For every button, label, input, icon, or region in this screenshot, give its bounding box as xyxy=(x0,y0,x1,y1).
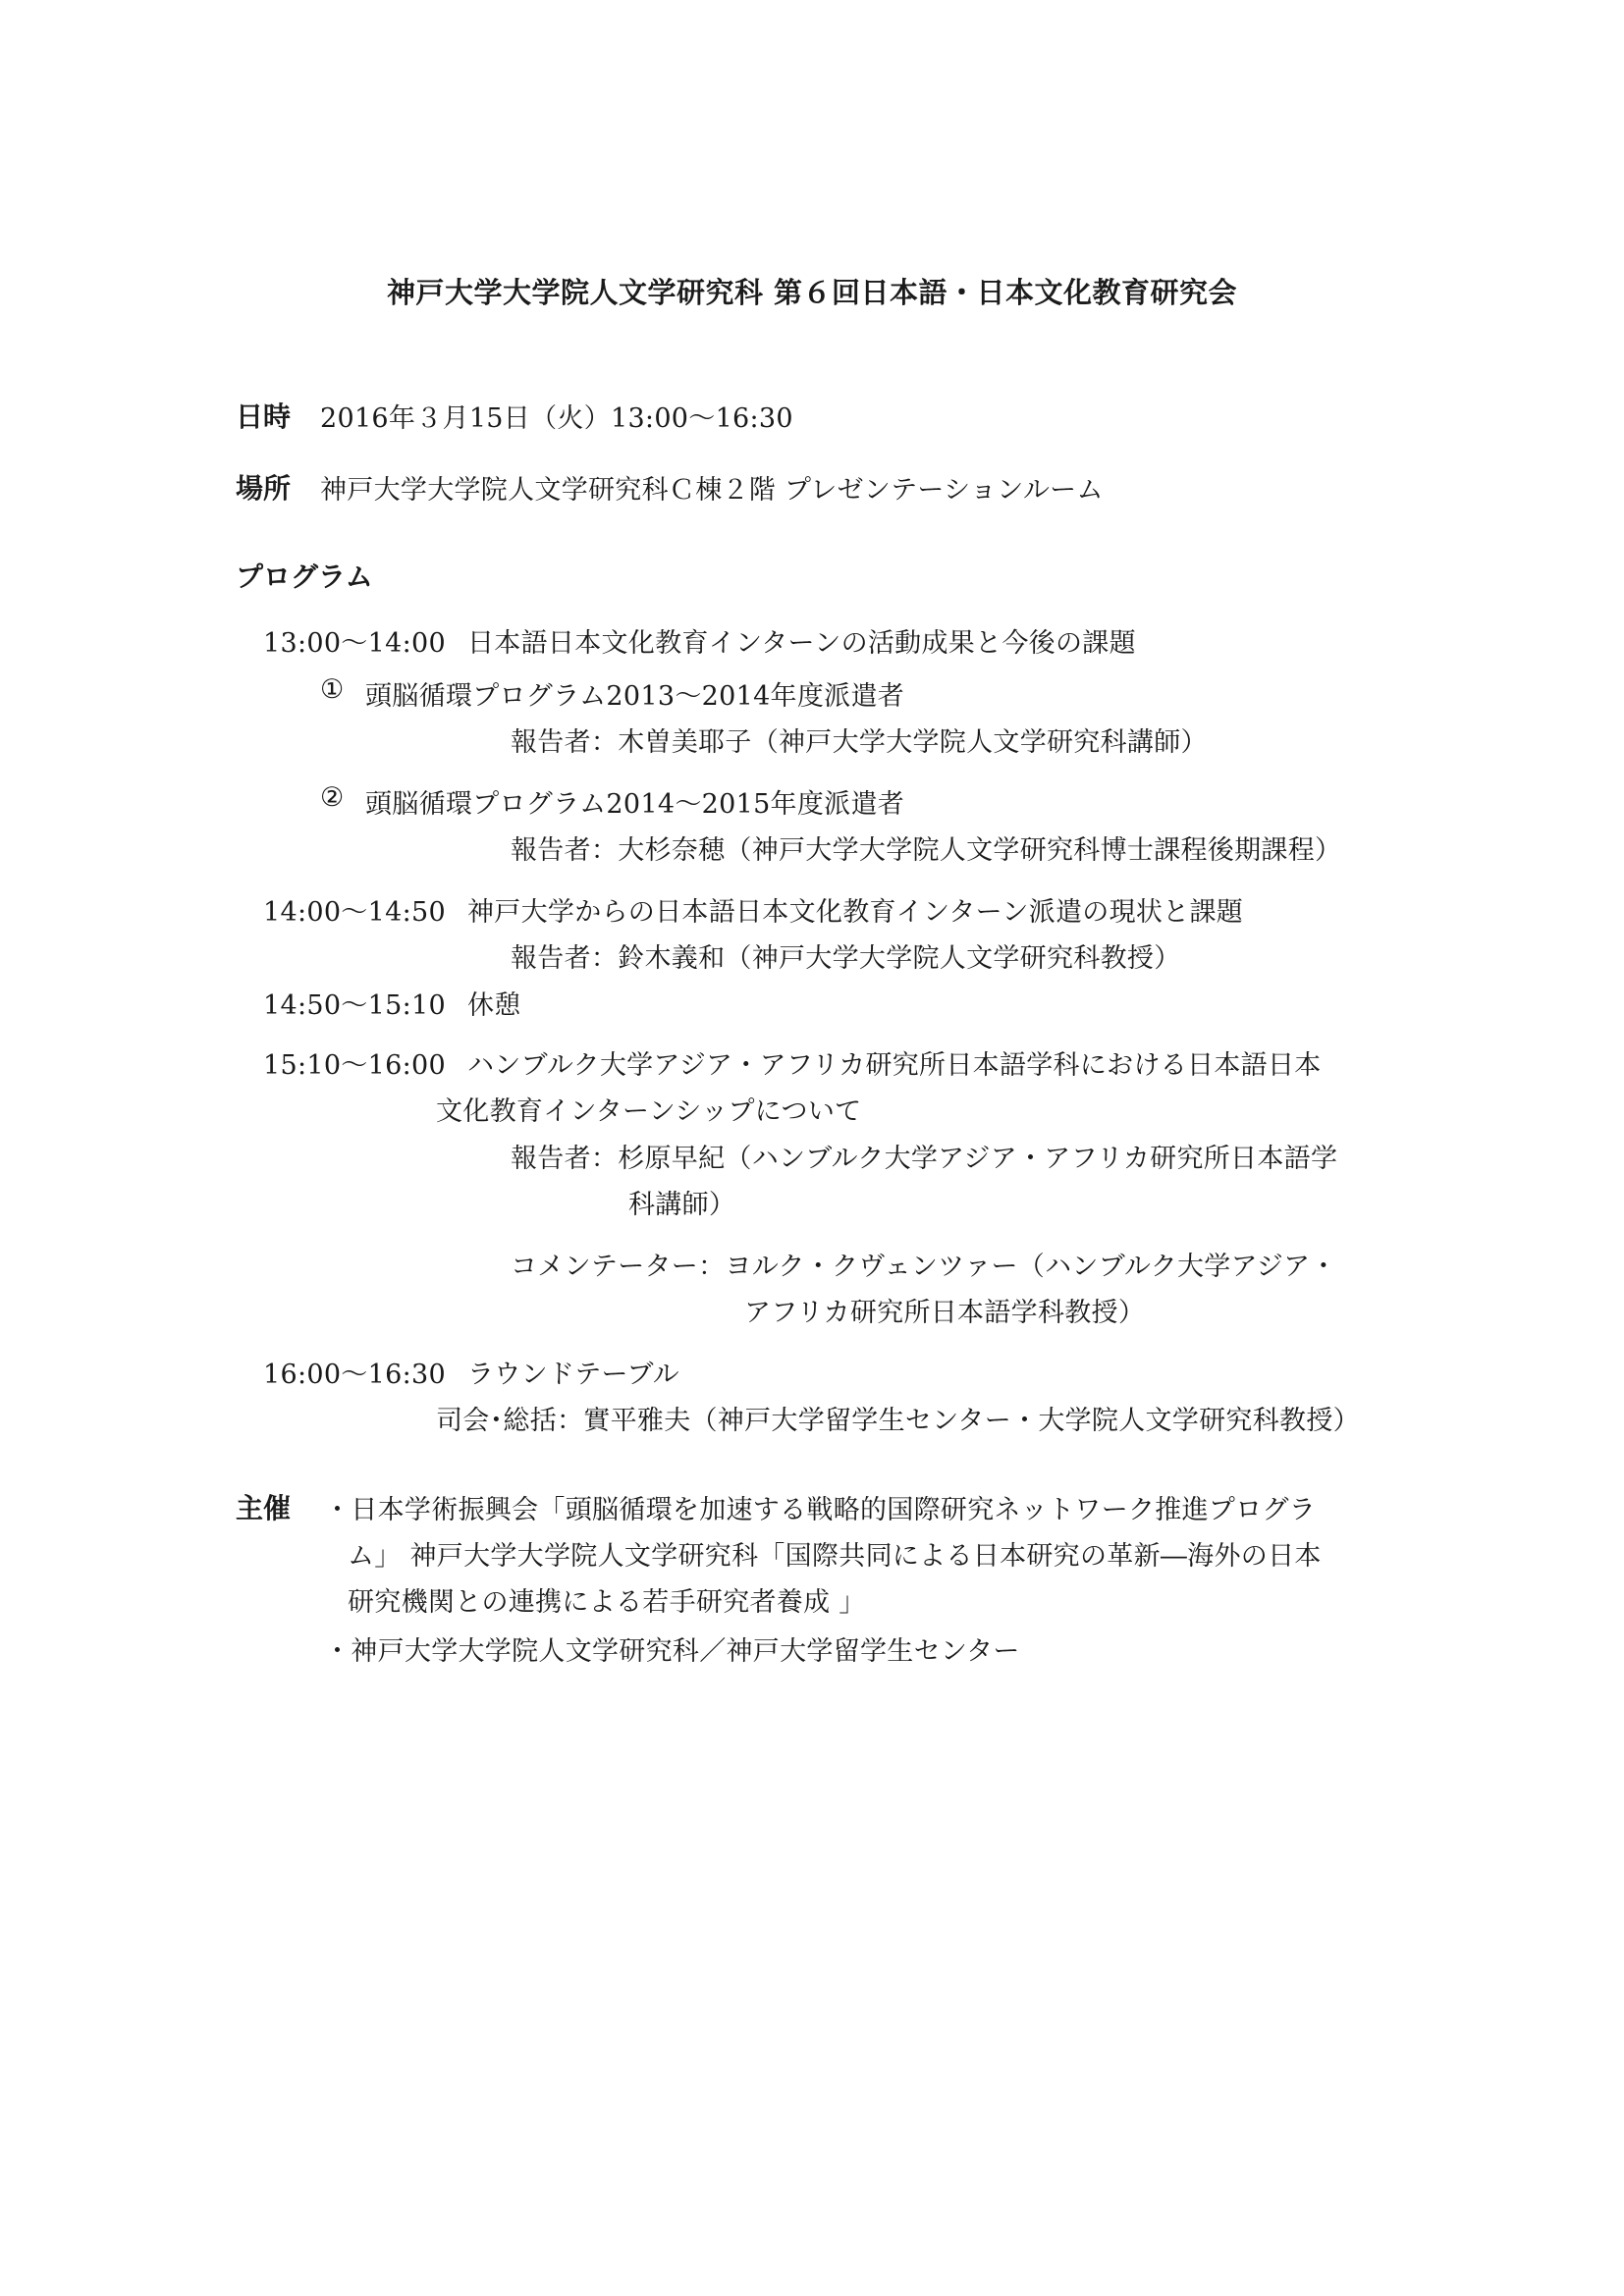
program-heading: プログラム xyxy=(236,561,373,593)
reporter-line: 報告者：木曽美耶子（神戸大学大学院人文学研究科講師） xyxy=(511,727,1208,758)
session-title: 日本語日本文化教育インターンの活動成果と今後の課題 xyxy=(467,628,1136,659)
reporter-line-continued: 科講師） xyxy=(628,1190,736,1220)
moderator-line: 司会･総括：實平雅夫（神戸大学留学生センター・大学院人文学研究科教授） xyxy=(436,1406,1360,1436)
reporter-line: 報告者：大杉奈穂（神戸大学大学院人文学研究科博士課程後期課程） xyxy=(511,835,1342,866)
organizer-line: ム」 神戸大学大学院人文学研究科「国際共同による日本研究の革新―海外の日本 xyxy=(348,1541,1322,1572)
datetime-value: 2016年３月15日（火）13:00～16:30 xyxy=(320,403,793,434)
place-value: 神戸大学大学院人文学研究科Ｃ棟２階 プレゼンテーションルーム xyxy=(320,475,1104,506)
item-marker: ② xyxy=(320,782,345,813)
organizer-line: ・神戸大学大学院人文学研究科／神戸大学留学生センター xyxy=(324,1636,1020,1667)
session-title: 神戸大学からの日本語日本文化教育インターン派遣の現状と課題 xyxy=(467,897,1244,928)
session-time: 14:50～15:10 xyxy=(263,990,446,1021)
place-label: 場所 xyxy=(236,472,292,505)
session-time: 13:00～14:00 xyxy=(263,628,446,659)
session-title: 休憩 xyxy=(467,990,521,1021)
item-title: 頭脳循環プログラム2014～2015年度派遣者 xyxy=(365,789,905,820)
reporter-line: 報告者：杉原早紀（ハンブルク大学アジア・アフリカ研究所日本語学 xyxy=(511,1144,1338,1174)
session-time: 16:00～16:30 xyxy=(263,1360,446,1390)
reporter-line: 報告者：鈴木義和（神戸大学大学院人文学研究科教授） xyxy=(511,943,1181,974)
session-time: 15:10～16:00 xyxy=(263,1050,446,1081)
organizer-line: ・日本学術振興会「頭脳循環を加速する戦略的国際研究ネットワーク推進プログラ xyxy=(324,1495,1317,1525)
session-title: ハンブルク大学アジア・アフリカ研究所日本語学科における日本語日本 xyxy=(467,1050,1322,1081)
item-title: 頭脳循環プログラム2013～2014年度派遣者 xyxy=(365,681,905,712)
session-time: 14:00～14:50 xyxy=(263,897,446,928)
session-title: ラウンドテーブル xyxy=(467,1360,679,1390)
datetime-label: 日時 xyxy=(236,400,292,433)
organizer-line: 研究機関との連携による若手研究者養成 」 xyxy=(348,1587,866,1618)
item-marker: ① xyxy=(320,674,345,705)
organizer-label: 主催 xyxy=(236,1492,292,1524)
page-title: 神戸大学大学院人文学研究科 第６回日本語・日本文化教育研究会 xyxy=(386,276,1238,309)
commentator-line: コメンテーター：ヨルク・クヴェンツァー（ハンブルク大学アジア・ xyxy=(511,1252,1337,1282)
commentator-line-continued: アフリカ研究所日本語学科教授） xyxy=(744,1298,1146,1328)
session-title-continued: 文化教育インターンシップについて xyxy=(436,1096,862,1127)
